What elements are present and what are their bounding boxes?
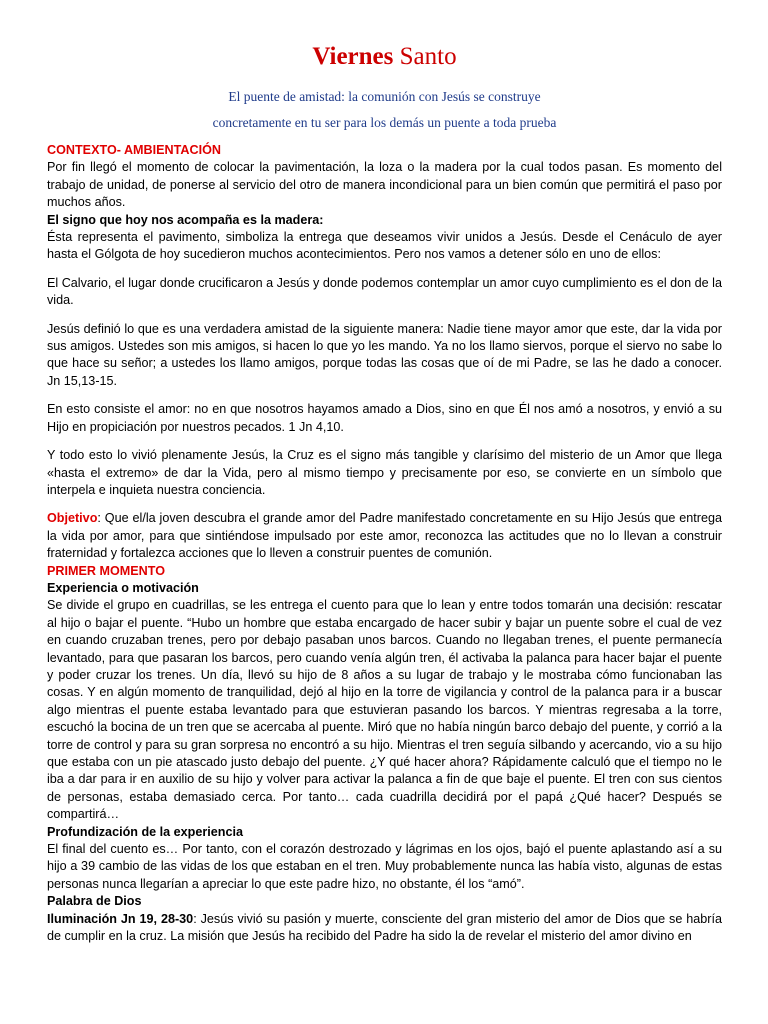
palabra-text: : Jesús vivió su pasión y muerte, consciente del gran misterio del amor de Dios que se habría de cumplir en la cruz. La misión que Jesús ha recibido del Padre ha sido la de revelar el misterio del amor divino en (47, 911, 722, 944)
primer-momento-heading: PRIMER MOMENTO (47, 563, 166, 578)
objetivo-paragraph (47, 510, 722, 562)
primer-momento-text: Se divide el grupo en cuadrillas, se les entrega el cuento para que lo lean y entre todos tomarán una decisión: rescatar al hijo o bajar el puente. “Hubo un hombre que estaba encargado de hacer subir y bajar un puente sobre el cual de vez en cuando cruzaban trenes, pero por debajo pasaban unos barcos. Cuando no llegaban trenes, el puente permanecía levantado, para que pasaran los barcos, pero cuando venía algún tren, él activaba la palanca para hacer bajar el puente y poder cruzar los trenes. Un día, llevó su hijo de 8 años a su lugar de trabajo y le mostraba cómo funcionaban las cosas. Y en algún momento de tranquilidad, dejó al hijo en la torre de vigilancia y control de la palanca para ir a buscar algo mientras el puente estaba levantado para que estuvieran pasando los barcos. Y mientras regresaba a la torre, escuchó la bocina de un tren que se acercaba al puente. Miró que no había ningún barco debajo del puente, y corrió a la torre de control y para su gran sorpresa no encontró a su hijo. Mientras el tren seguía silbando y acercando, vio a su hijo que estaba con un pie atascado justo debajo del puente. ¿Y qué hacer ahora? Rápidamente calculó que el tiempo no le iba a dar para ir en auxilio de su hijo y volver para activar la palanca a fin de que baje el puente. El tren con sus cientos de personas, estaba demasiado cerca. Por tanto… cada cuadrilla decidirá por el papá ¿Qué hacer? Después se compartirá… (47, 598, 722, 822)
amor-text: En esto consiste el amor: no en que nosotros hayamos amado a Dios, sino en que Él nos amó a nosotros, y envió a su Hijo en propiciación por nuestros pecados. 1 Jn 4,10. (47, 402, 722, 434)
palabra-ref: Iluminación Jn 19, 28-30 (47, 911, 194, 926)
signo-text: Ésta representa el pavimento, simboliza la entrega que deseamos vivir unidos a Jesús. Desde el Cenáculo de ayer hasta el Gólgota de hoy sucedieron muchos acontecimientos. Pero nos vamos a detener sólo en uno de ellos: (47, 230, 722, 262)
title-rest: Santo (393, 43, 457, 70)
signo-heading: El signo que hoy nos acompaña es la madera: (47, 212, 324, 227)
amistad-text: Jesús definió lo que es una verdadera amistad de la siguiente manera: Nadie tiene mayor amor que este, dar la vida por sus amigos. Ustedes son mis amigos, si hacen lo que yo les mando. Ya no los llamo siervos, porque el siervo no sabe lo que hace su señor; a ustedes los llamo amigos, porque todas las cosas que oí de mi Padre, se las he dado a conocer. Jn 15,13-15. (47, 321, 722, 388)
profundizacion-text: El final del cuento es… Por tanto, con el corazón destrozado y lágrimas en los ojos, bajó el puente aplastando así a su hijo a 39 cambio de las vidas de los que estaban en el tren. Muy probablemente nunca las había visto, algunas de estas personas nunca llegarían a apreciar lo que este padre hizo, no obstante, él los “amó”. (47, 842, 722, 891)
profundizacion-heading: Profundización de la experiencia (47, 824, 243, 839)
page-title (47, 42, 722, 72)
calvario-text: El Calvario, el lugar donde crucificaron a Jesús y donde podemos contemplar un amor cuyo cumplimiento es el don de la vida. (47, 275, 722, 308)
contexto-heading: CONTEXTO- AMBIENTACIÓN (47, 143, 221, 157)
objetivo-text: : Que el/la joven descubra el grande amor del Padre manifestado concretamente en su Hijo Jesús que entrega la vida por amor, para que sintiéndose impulsado por este amor, reconozca las actitudes que no lo llevan a construir fraternidad y fortalezca acciones que lo lleven a construir puentes de comunión. (47, 511, 722, 561)
subtitle-line-2: concretamente en tu ser para los demás un puente a toda prueba (212, 115, 557, 130)
palabra-heading: Palabra de Dios (47, 894, 142, 909)
subtitle-line-1: El puente de amistad: la comunión con Jesús se construye (228, 89, 541, 104)
title-bold: Viernes (312, 43, 394, 70)
palabra-paragraph (47, 911, 722, 946)
contexto-text: Por fin llegó el momento de colocar la pavimentación, la loza o la madera por la cual todos pasan. Es momento del trabajo de unidad, de ponerse al servicio del otro de manera incondicional para un bien común que permitirá el paso por muchos años. (47, 160, 722, 210)
objetivo-label: Objetivo (47, 511, 98, 526)
experiencia-heading: Experiencia o motivación (47, 580, 199, 595)
cruz-text: Y todo esto lo vivió plenamente Jesús, la Cruz es el signo más tangible y clarísimo del misterio de un Amor que llega «hasta el extremo» de dar la Vida, pero al mismo tiempo y precisamente por eso, se convierte en un símbolo que interpela e inquieta nuestra conciencia. (47, 448, 722, 497)
